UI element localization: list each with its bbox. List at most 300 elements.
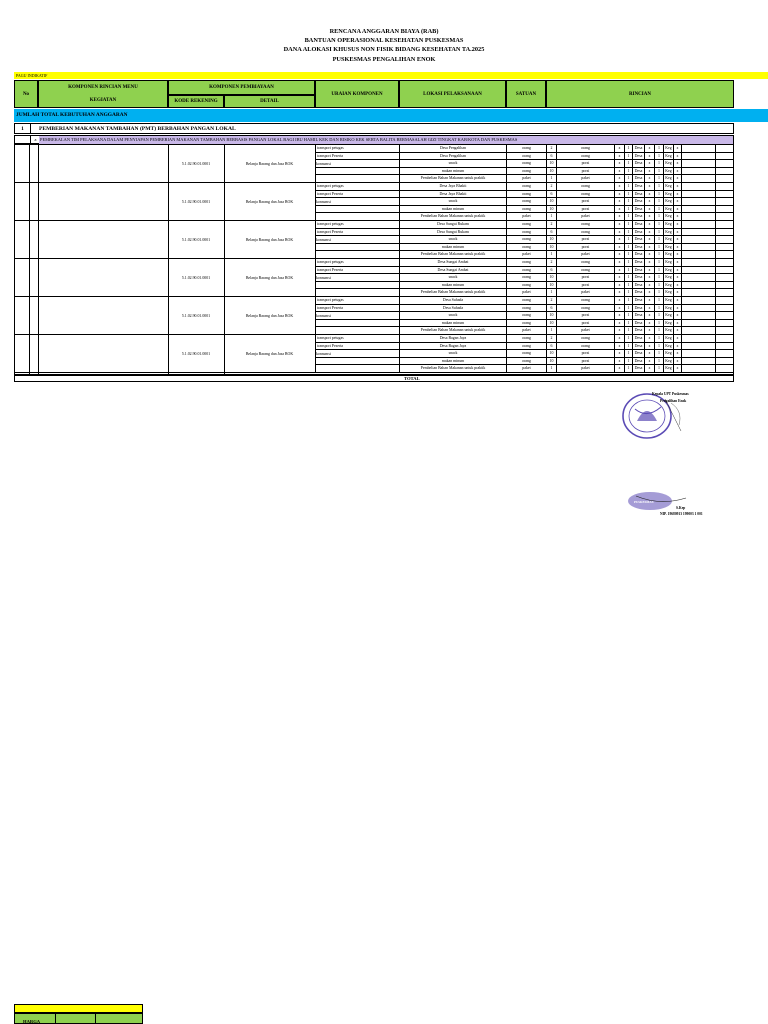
table-cell	[715, 251, 734, 259]
table-cell	[715, 145, 734, 153]
table-cell: transport petugas	[315, 183, 399, 191]
detail-cell: Belanja Barang dan Jasa BOK	[245, 238, 294, 242]
table-cell	[715, 274, 734, 282]
table-cell: porsi	[556, 358, 614, 366]
table-cell: paket	[556, 327, 614, 335]
table-cell: orang	[556, 259, 614, 267]
table-cell: x	[673, 259, 681, 267]
table-cell: orang	[556, 221, 614, 229]
table-cell: porsi	[556, 282, 614, 290]
table-cell: x	[614, 312, 624, 320]
subsection-pembekalan	[14, 135, 734, 144]
table-cell: 1	[654, 358, 663, 366]
table-cell: x	[673, 236, 681, 244]
kode-rekening-cell: 5.1.02.90.01.0001	[181, 238, 211, 242]
table-cell	[681, 168, 715, 176]
table-cell: orang	[506, 312, 546, 320]
table-cell: snack	[399, 274, 506, 282]
signature-name-suffix: S.Kep	[676, 506, 686, 510]
table-cell: x	[644, 145, 654, 153]
table-cell: orang	[506, 343, 546, 351]
table-cell	[681, 305, 715, 313]
table-cell: Desa	[632, 191, 644, 199]
table-cell: Keg	[663, 343, 673, 351]
table-cell: Keg	[663, 206, 673, 214]
table-cell: 2	[546, 221, 556, 229]
table-cell: Keg	[663, 213, 673, 221]
detail-cell: Belanja Barang dan Jasa BOK	[245, 352, 294, 356]
table-cell	[715, 305, 734, 313]
table-cell: 1	[624, 183, 632, 191]
table-cell: 1	[546, 175, 556, 183]
table-cell: Keg	[663, 289, 673, 297]
table-cell	[715, 327, 734, 335]
table-cell	[715, 229, 734, 237]
table-cell: Keg	[663, 198, 673, 206]
table-cell: 1	[624, 198, 632, 206]
table-cell: x	[614, 297, 624, 305]
table-cell	[681, 335, 715, 343]
table-cell: x	[673, 267, 681, 275]
table-cell: 1	[654, 175, 663, 183]
table-cell: x	[644, 206, 654, 214]
table-cell: x	[673, 305, 681, 313]
table-cell: makan minum	[399, 206, 506, 214]
table-cell: Keg	[663, 259, 673, 267]
table-cell: Pembelian Bahan Makanan untuk praktik	[399, 251, 506, 259]
table-cell: orang	[506, 320, 546, 328]
table-cell: Desa	[632, 183, 644, 191]
table-cell: Desa	[632, 297, 644, 305]
table-cell	[715, 267, 734, 275]
table-cell: orang	[506, 229, 546, 237]
table-cell: 1	[654, 365, 663, 373]
title-line-1: RENCANA ANGGARAN BIAYA (RAB)	[329, 28, 439, 35]
table-cell: 1	[624, 221, 632, 229]
table-cell: Keg	[663, 358, 673, 366]
table-cell	[715, 350, 734, 358]
group-divider	[14, 297, 315, 335]
table-cell: x	[614, 191, 624, 199]
table-cell: x	[644, 259, 654, 267]
table-cell: x	[614, 213, 624, 221]
table-cell: porsi	[556, 236, 614, 244]
table-cell: x	[644, 312, 654, 320]
table-cell: Keg	[663, 365, 673, 373]
table-cell: 10	[546, 244, 556, 252]
header-komponen-menu-label: KOMPONEN RINCIAN MENU	[68, 85, 138, 90]
table-cell	[715, 206, 734, 214]
table-cell: 1	[654, 267, 663, 275]
table-cell: x	[644, 320, 654, 328]
table-cell: Desa	[632, 213, 644, 221]
table-cell: 6	[546, 229, 556, 237]
table-cell: 1	[624, 213, 632, 221]
table-cell: paket	[556, 213, 614, 221]
table-cell	[681, 251, 715, 259]
table-cell: orang	[506, 297, 546, 305]
table-cell	[715, 282, 734, 290]
table-cell: orang	[556, 335, 614, 343]
table-cell: x	[644, 358, 654, 366]
table-cell: porsi	[556, 198, 614, 206]
table-cell: Desa	[632, 335, 644, 343]
table-cell: 1	[624, 206, 632, 214]
header-uraian-komponen: URAIAN KOMPONEN	[315, 80, 399, 108]
table-cell: orang	[556, 145, 614, 153]
table-cell: 6	[546, 191, 556, 199]
table-cell: Desa	[632, 259, 644, 267]
table-cell: orang	[556, 153, 614, 161]
table-cell: x	[614, 350, 624, 358]
table-cell	[715, 289, 734, 297]
table-cell: Desa	[632, 289, 644, 297]
table-cell: x	[673, 343, 681, 351]
table-cell: transport Peserta	[315, 229, 399, 237]
table-cell: 10	[546, 206, 556, 214]
table-cell: Keg	[663, 221, 673, 229]
table-cell	[681, 153, 715, 161]
table-cell: x	[644, 229, 654, 237]
table-cell: x	[673, 335, 681, 343]
table-cell: paket	[506, 365, 546, 373]
table-cell: Desa Pengalihan	[399, 153, 506, 161]
table-cell: transport Peserta	[315, 191, 399, 199]
kode-rekening-cell: 5.1.02.90.01.0001	[181, 276, 211, 280]
table-cell: transport petugas	[315, 335, 399, 343]
table-cell: x	[673, 175, 681, 183]
table-cell	[715, 343, 734, 351]
table-cell: x	[644, 153, 654, 161]
table-cell: makan minum	[399, 244, 506, 252]
table-cell: x	[614, 244, 624, 252]
table-cell: Pembelian Bahan Makanan untuk praktik	[399, 289, 506, 297]
table-cell: orang	[506, 198, 546, 206]
detail-cell: Belanja Barang dan Jasa BOK	[245, 276, 294, 280]
table-cell: paket	[556, 365, 614, 373]
table-cell	[681, 175, 715, 183]
table-cell	[315, 320, 399, 328]
table-cell: paket	[506, 251, 546, 259]
table-cell: transport Peserta	[315, 153, 399, 161]
table-cell: orang	[506, 267, 546, 275]
table-cell: orang	[506, 206, 546, 214]
table-cell: 1	[624, 153, 632, 161]
table-cell: orang	[506, 259, 546, 267]
title-line-4: PUSKESMAS PENGALIHAN ENOK	[332, 55, 436, 63]
table-cell: Desa Jaya Bhakti	[399, 183, 506, 191]
header-kode-rekening: KODE REKENING	[168, 95, 224, 108]
footer-harga-label: HARGA	[23, 1019, 41, 1024]
table-cell: 1	[624, 145, 632, 153]
table-cell: x	[644, 297, 654, 305]
table-cell: x	[673, 297, 681, 305]
table-cell	[315, 358, 399, 366]
jumlah-total-bar: JUMLAH TOTAL KEBUTUHAN ANGGARAN	[14, 109, 768, 122]
total-label: TOTAL	[404, 376, 420, 381]
table-cell: 10	[546, 312, 556, 320]
footer-yellow-bar	[14, 1004, 143, 1013]
table-cell	[681, 183, 715, 191]
signature-place: Pengalihan Enok	[660, 399, 687, 403]
table-cell: 1	[624, 229, 632, 237]
table-cell: Desa Pengalihan	[399, 145, 506, 153]
table-cell: x	[673, 282, 681, 290]
table-cell: Keg	[663, 312, 673, 320]
table-cell: x	[614, 251, 624, 259]
table-cell: orang	[506, 282, 546, 290]
table-cell: Desa	[632, 244, 644, 252]
header-rincian: RINCIAN	[546, 80, 734, 108]
table-cell: transport petugas	[315, 297, 399, 305]
table-cell	[715, 153, 734, 161]
table-cell: Keg	[663, 297, 673, 305]
table-cell: paket	[556, 289, 614, 297]
section-pmt	[14, 123, 734, 134]
table-cell: Keg	[663, 251, 673, 259]
detail-cell: Belanja Barang dan Jasa BOK	[245, 200, 294, 204]
table-cell: Desa	[632, 153, 644, 161]
table-cell: x	[673, 327, 681, 335]
table-cell: Keg	[663, 244, 673, 252]
table-cell	[715, 213, 734, 221]
table-cell: Pembelian Bahan Makanan untuk praktik	[399, 213, 506, 221]
table-cell: Desa	[632, 343, 644, 351]
table-cell: transport petugas	[315, 259, 399, 267]
table-cell: 1	[624, 320, 632, 328]
konsumsi-label: konsumsi	[316, 238, 331, 243]
table-cell: porsi	[556, 274, 614, 282]
table-cell	[681, 213, 715, 221]
table-cell: x	[614, 365, 624, 373]
table-cell: Keg	[663, 229, 673, 237]
table-cell: 1	[654, 153, 663, 161]
table-cell: x	[644, 191, 654, 199]
table-cell: x	[614, 327, 624, 335]
table-cell: x	[673, 168, 681, 176]
table-cell	[715, 312, 734, 320]
table-cell: x	[673, 320, 681, 328]
header-detail: DETAIL	[224, 95, 315, 108]
table-cell: Keg	[663, 183, 673, 191]
table-cell: x	[614, 274, 624, 282]
table-cell: 1	[624, 365, 632, 373]
table-cell: 1	[624, 305, 632, 313]
table-cell: 2	[546, 183, 556, 191]
table-cell: Desa	[632, 312, 644, 320]
table-cell	[681, 145, 715, 153]
table-cell: Desa	[632, 320, 644, 328]
table-cell: x	[614, 145, 624, 153]
subsection-letter: a	[30, 136, 41, 144]
table-cell: x	[644, 251, 654, 259]
table-cell	[681, 327, 715, 335]
table-cell: Desa	[632, 168, 644, 176]
table-cell: Pembelian Bahan Makanan untuk praktik	[399, 175, 506, 183]
table-cell: porsi	[556, 168, 614, 176]
table-cell: x	[614, 320, 624, 328]
table-cell: x	[673, 183, 681, 191]
table-cell: 1	[654, 206, 663, 214]
table-cell: x	[673, 251, 681, 259]
table-cell: x	[673, 221, 681, 229]
table-cell: Keg	[663, 153, 673, 161]
table-cell: 1	[654, 221, 663, 229]
table-cell: x	[614, 343, 624, 351]
table-cell	[681, 289, 715, 297]
table-cell: 1	[624, 289, 632, 297]
table-cell: x	[614, 206, 624, 214]
table-cell	[315, 175, 399, 183]
signature-nip: NIP. 19680913 199003 1 001	[660, 512, 703, 516]
table-cell: 10	[546, 274, 556, 282]
table-cell: x	[644, 168, 654, 176]
table-cell	[715, 236, 734, 244]
table-cell: x	[614, 221, 624, 229]
table-cell: x	[614, 259, 624, 267]
header-komponen-pembiayaan: KOMPONEN PEMBIAYAAN	[168, 80, 315, 95]
table-cell: 1	[624, 343, 632, 351]
table-cell: 1	[654, 236, 663, 244]
header-kegiatan-label: KEGIATAN	[89, 98, 117, 103]
table-cell: x	[644, 350, 654, 358]
kode-rekening-cell: 5.1.02.90.01.0001	[181, 314, 211, 318]
table-cell: paket	[506, 175, 546, 183]
table-cell: makan minum	[399, 282, 506, 290]
table-cell	[315, 282, 399, 290]
table-cell: orang	[506, 358, 546, 366]
table-cell: Desa	[632, 305, 644, 313]
table-cell: 1	[624, 175, 632, 183]
table-cell: 6	[546, 305, 556, 313]
group-divider	[14, 145, 315, 183]
table-cell: orang	[506, 168, 546, 176]
table-cell: 1	[624, 274, 632, 282]
table-cell: x	[673, 191, 681, 199]
table-cell	[715, 259, 734, 267]
table-cell	[315, 168, 399, 176]
table-cell: 1	[654, 312, 663, 320]
table-cell: 1	[624, 236, 632, 244]
table-cell: orang	[556, 343, 614, 351]
table-cell: 1	[654, 289, 663, 297]
konsumsi-label: konsumsi	[316, 162, 331, 167]
table-cell: Desa Suhada	[399, 305, 506, 313]
table-cell: x	[644, 305, 654, 313]
table-cell: snack	[399, 312, 506, 320]
table-cell: 1	[624, 251, 632, 259]
table-cell	[681, 320, 715, 328]
table-cell: orang	[506, 160, 546, 168]
table-cell: 1	[654, 297, 663, 305]
document-title	[0, 27, 768, 64]
table-cell: 1	[624, 267, 632, 275]
table-cell: 1	[624, 312, 632, 320]
table-cell: x	[614, 160, 624, 168]
table-cell: Desa Suhada	[399, 297, 506, 305]
table-cell: 1	[654, 168, 663, 176]
table-cell: x	[614, 305, 624, 313]
table-cell	[681, 244, 715, 252]
table-cell: 10	[546, 168, 556, 176]
table-cell	[681, 236, 715, 244]
table-cell: Keg	[663, 274, 673, 282]
table-cell: 1	[624, 358, 632, 366]
table-cell	[315, 244, 399, 252]
table-cell: Desa	[632, 365, 644, 373]
table-cell: paket	[506, 289, 546, 297]
table-cell: 1	[654, 145, 663, 153]
table-cell: 1	[654, 191, 663, 199]
table-cell	[681, 191, 715, 199]
konsumsi-label: konsumsi	[316, 276, 331, 281]
table-cell: x	[673, 365, 681, 373]
kode-rekening-cell: 5.1.02.90.01.0001	[181, 352, 211, 356]
table-cell: paket	[506, 213, 546, 221]
table-cell: 10	[546, 320, 556, 328]
table-cell: x	[644, 274, 654, 282]
table-cell: transport petugas	[315, 221, 399, 229]
table-cell: transport Peserta	[315, 305, 399, 313]
table-cell: 1	[624, 244, 632, 252]
footer-divider	[95, 1014, 96, 1024]
table-cell: 1	[654, 160, 663, 168]
table-cell: x	[644, 327, 654, 335]
table-cell: orang	[506, 145, 546, 153]
table-cell: snack	[399, 160, 506, 168]
table-cell	[715, 320, 734, 328]
konsumsi-label: konsumsi	[316, 200, 331, 205]
table-cell: Keg	[663, 327, 673, 335]
table-cell: x	[614, 358, 624, 366]
total-row	[14, 375, 734, 382]
table-cell	[715, 335, 734, 343]
table-cell: x	[673, 213, 681, 221]
table-cell: Desa Sungai Ambat	[399, 267, 506, 275]
table-cell: Keg	[663, 305, 673, 313]
table-cell: Desa	[632, 251, 644, 259]
table-cell: Keg	[663, 320, 673, 328]
section-number: 1	[15, 124, 31, 134]
table-cell: 10	[546, 160, 556, 168]
subsection-title: PEMBEKALAN TIM PELAKSANA DALAM PENYIAPAN PEMBERIAN MAKANAN TAMBAHAN BERBASIS PANGAN LOKAL BAGI IBU HAMIL KEK DAN RISIKO KEK SERTA BALITA BERMASALAH GIZI TINGKAT KAB/KOTA DAN PUSKESMAS	[39, 136, 733, 144]
table-cell: porsi	[556, 244, 614, 252]
table-cell: 1	[546, 251, 556, 259]
table-cell	[715, 358, 734, 366]
table-cell: Desa	[632, 175, 644, 183]
table-cell	[681, 365, 715, 373]
table-cell: x	[644, 267, 654, 275]
table-cell: x	[644, 198, 654, 206]
table-cell: Desa	[632, 160, 644, 168]
group-divider	[14, 221, 315, 259]
table-cell: makan minum	[399, 320, 506, 328]
table-cell: Desa	[632, 229, 644, 237]
konsumsi-label: konsumsi	[316, 352, 331, 357]
table-cell: Desa	[632, 282, 644, 290]
table-cell: x	[614, 153, 624, 161]
table-cell: orang	[506, 236, 546, 244]
detail-cell: Belanja Barang dan Jasa BOK	[245, 314, 294, 318]
footer-divider	[55, 1014, 56, 1024]
table-cell: 1	[654, 274, 663, 282]
table-cell: Desa	[632, 350, 644, 358]
table-cell: Pembelian Bahan Makanan untuk praktik	[399, 327, 506, 335]
table-cell	[681, 229, 715, 237]
table-cell	[681, 206, 715, 214]
table-cell	[315, 213, 399, 221]
table-cell: Desa	[632, 327, 644, 335]
